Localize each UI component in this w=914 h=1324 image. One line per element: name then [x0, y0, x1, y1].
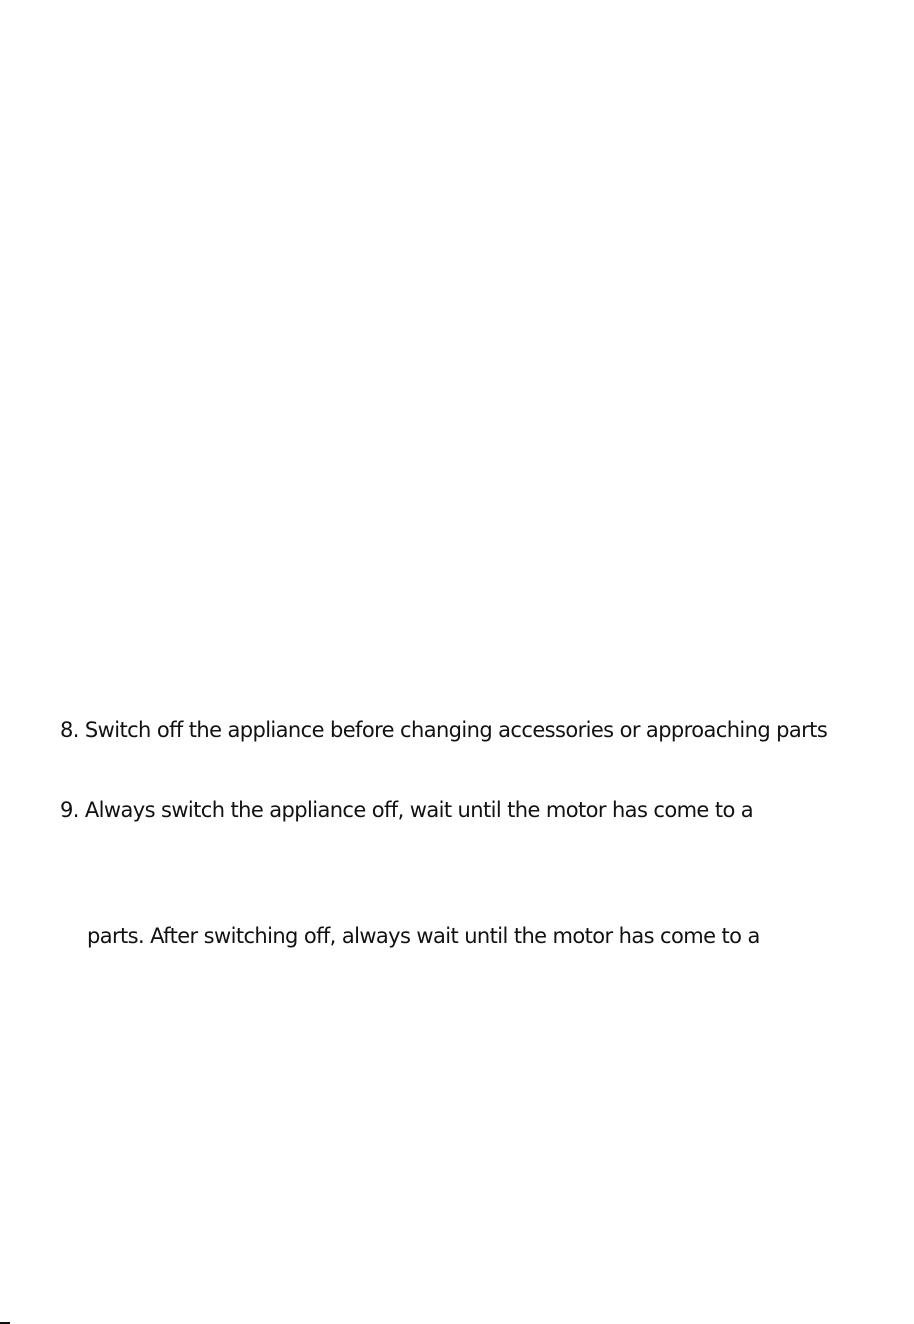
instruction-item-9-continuation: parts. After switching off, always wait until the motor has come to a [87, 924, 760, 948]
instruction-item-8: 8. Switch off the appliance before changing accessories or approaching parts [60, 718, 828, 742]
instruction-item-9: 9. Always switch the appliance off, wait until the motor has come to a [60, 798, 754, 822]
